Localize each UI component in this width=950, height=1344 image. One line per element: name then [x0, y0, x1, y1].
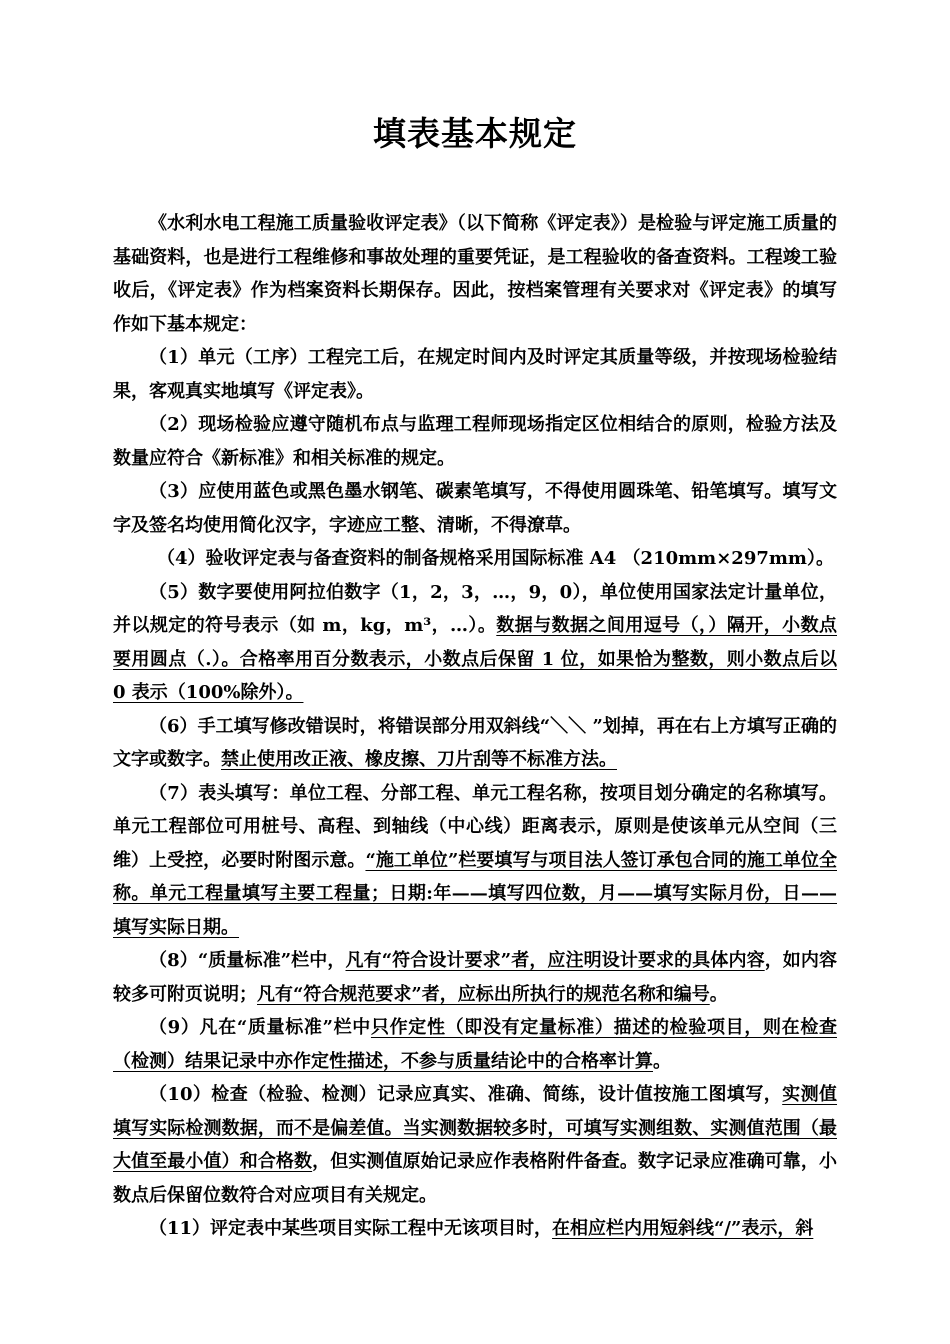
rule-6-text: （6）手工填写修改错误时，将错误部分用双斜线“＼＼ ”划掉，再在右上方填写正确的文字或数字。 [113, 715, 837, 770]
rule-9 [113, 1011, 837, 1078]
page-title: 填表基本规定 [373, 114, 577, 153]
rule-8-text-2: ，如内容较多可附页说明； [113, 950, 837, 1005]
rule-5-text: （5）数字要使用阿拉伯数字（1，2，3，…，9，0），单位使用国家法定计量单位，并以规定的符号表示（如 m，kg，m³，…）。 [113, 581, 837, 636]
rule-3 [113, 475, 837, 542]
rule-7 [113, 777, 837, 945]
rule-1 [113, 341, 837, 408]
rule-2-text: （2）现场检验应遵守随机布点与监理工程师现场指定区位相结合的原则，检验方法及数量应符合《新标准》和相关标准的规定。 [113, 414, 837, 469]
rule-10-text-2: ，但实测值原始记录应作表格附件备查。数字记录应准确可靠，小数点后保留位数符合对应项目有关规定。 [113, 1151, 838, 1206]
rule-7-text: （7）表头填写：单位工程、分部工程、单元工程名称，按项目划分确定的名称填写。单元工程部位可用桩号、高程、到轴线（中心线）距离表示，原则是使该单元从空间（三维）上受控，必要时附图示意。 [113, 782, 837, 871]
intro-paragraph: 《水利水电工程施工质量验收评定表》（以下简称《评定表》）是检验与评定施工质量的基础资料，也是进行工程维修和事故处理的重要凭证，是工程验收的备查资料。工程竣工验收后，《评定表》作为档案资料长期保存。因此，按档案管理有关要求对《评定表》的填写作如下基本规定： [113, 213, 837, 335]
rule-9-text: （9）凡在“质量标准”栏中 [149, 1017, 371, 1038]
rule-4 [113, 542, 837, 576]
rule-4-text: （4）验收评定表与备查资料的制备规格采用国际标准 A4 （210mm×297mm）。 [157, 548, 834, 569]
rule-1-text: （1）单元（工序）工程完工后，在规定时间内及时评定其质量等级，并按现场检验结果，客观真实地填写《评定表》。 [113, 347, 837, 402]
document-body [113, 207, 837, 1246]
rule-8 [113, 944, 837, 1011]
rule-11-text: （11）评定表中某些项目实际工程中无该项目时， [149, 1218, 553, 1239]
rule-9-text-2: 。 [653, 1050, 671, 1072]
rule-10-underlined-text: 实测值填写实际检测数据，而不是偏差值。当实测数据较多时，可填写实测组数、实测值范围（最大值至最小值）和合格数 [113, 1084, 838, 1172]
rule-8-underlined-text-1: 凡有“符合设计要求”者，应注明设计要求的具体内容 [345, 950, 765, 971]
rule-10-text: （10）检查（检验、检测）记录应真实、准确、简练，设计值按施工图填写， [149, 1084, 783, 1105]
rule-8-text: （8）“质量标准”栏中， [149, 950, 346, 971]
rule-5-underlined-text: 数据与数据之间用逗号（，）隔开，小数点要用圆点（.）。合格率用百分数表示，小数点后保留 1 位，如果恰为整数，则小数点后以 0 表示（100%除外）。 [113, 615, 837, 703]
rule-2 [113, 408, 837, 475]
rule-7-underlined-text: “施工单位”栏要填写与项目法人签订承包合同的施工单位全称。单元工程量填写主要工程量；日期:年——填写四位数，月——填写实际月份，日——填写实际日期。 [113, 849, 837, 938]
rule-6-underlined-text: 禁止使用改正液、橡皮擦、刀片刮等不标准方法。 [221, 749, 617, 770]
rule-10 [113, 1078, 837, 1212]
rule-6 [113, 710, 837, 777]
rule-8-text-3: 。 [709, 983, 728, 1005]
rule-3-text: （3）应使用蓝色或黑色墨水钢笔、碳素笔填写，不得使用圆珠笔、铅笔填写。填写文字及签名均使用简化汉字，字迹应工整、清晰，不得潦草。 [113, 481, 837, 536]
rule-5 [113, 576, 837, 710]
rule-8-underlined-text-2: 凡有“符合规范要求”者，应标出所执行的规范名称和编号 [257, 983, 710, 1005]
rule-9-underlined-text: 只作定性（即没有定量标准）描述的检验项目，则在检查（检测）结果记录中亦作定性描述，不参与质量结论中的合格率计算 [113, 1017, 837, 1072]
rule-11-underlined-text: 在相应栏内用短斜线“/”表示，斜 [552, 1218, 814, 1239]
rule-11 [113, 1212, 837, 1246]
